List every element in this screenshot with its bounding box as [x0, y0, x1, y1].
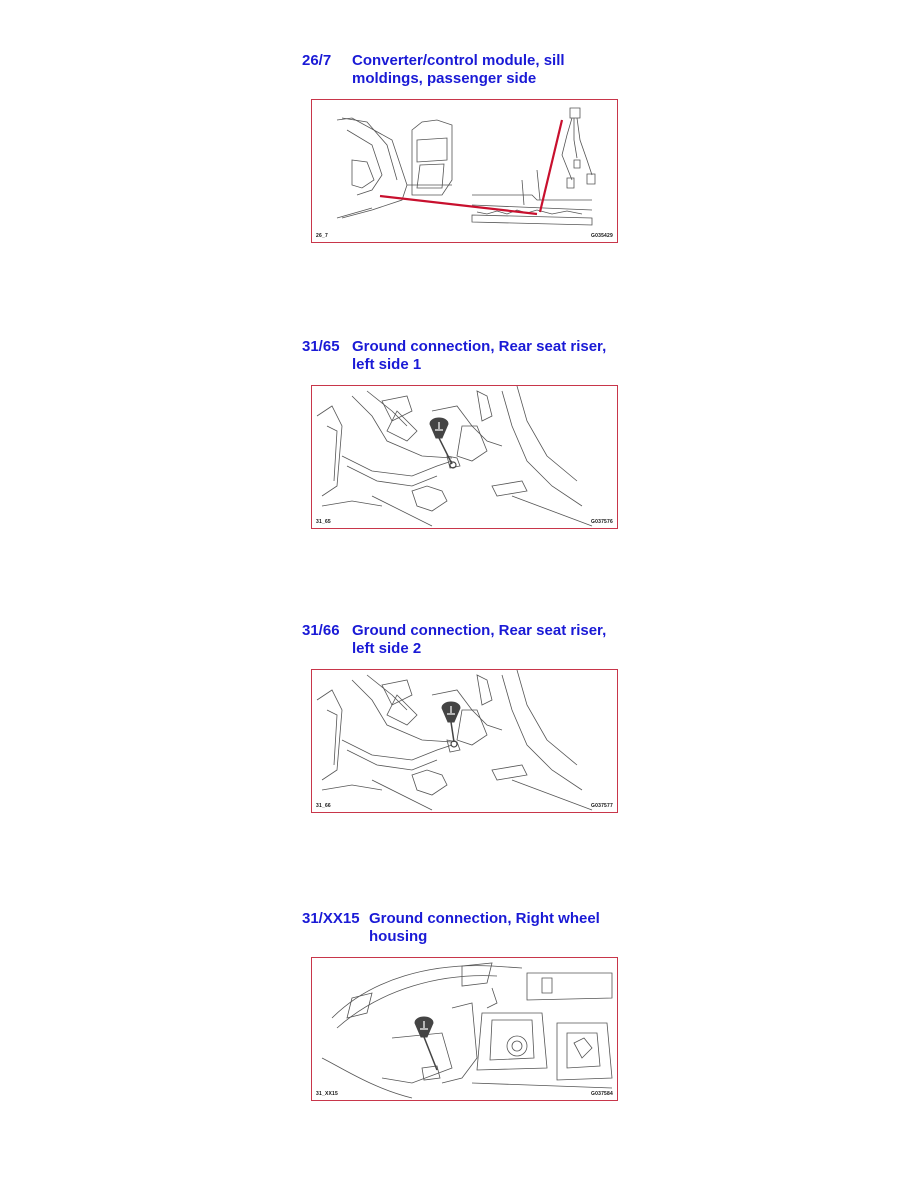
- figure-rear-seat-riser-2: [311, 669, 618, 813]
- entry-title: Ground connection, Rear seat riser, left side 1: [352, 338, 607, 373]
- figure-reference: G037576: [591, 519, 613, 525]
- entry-title: Ground connection, Right wheel housing: [369, 910, 600, 945]
- figure-reference: G035429: [591, 233, 613, 239]
- converter-module-illustration: [312, 100, 617, 242]
- figure-reference: G037584: [591, 1091, 613, 1097]
- entry-heading: [302, 338, 622, 378]
- figure-reference: G037577: [591, 803, 613, 809]
- figure-label: 31_65: [316, 519, 331, 525]
- wheel-housing-illustration: [312, 958, 617, 1100]
- figure-label: 31_XX15: [316, 1091, 338, 1097]
- rear-seat-riser-illustration: [312, 670, 617, 812]
- entry-title: Converter/control module, sill moldings, passenger side: [352, 52, 565, 87]
- figure-label: 31_66: [316, 803, 331, 809]
- entry-heading: [302, 910, 622, 950]
- entry-heading: [302, 52, 602, 92]
- figure-label: 26_7: [316, 233, 328, 239]
- figure-rear-seat-riser-1: [311, 385, 618, 529]
- entry-title: Ground connection, Rear seat riser, left side 2: [352, 622, 607, 657]
- figure-right-wheel-housing: [311, 957, 618, 1101]
- entry-code: 31/65: [302, 338, 340, 355]
- entry-code: 31/66: [302, 622, 340, 639]
- entry-code: 31/XX15: [302, 910, 360, 927]
- entry-heading: [302, 622, 622, 662]
- entry-code: 26/7: [302, 52, 332, 69]
- rear-seat-riser-illustration: [312, 386, 617, 528]
- figure-converter-module: [311, 99, 618, 243]
